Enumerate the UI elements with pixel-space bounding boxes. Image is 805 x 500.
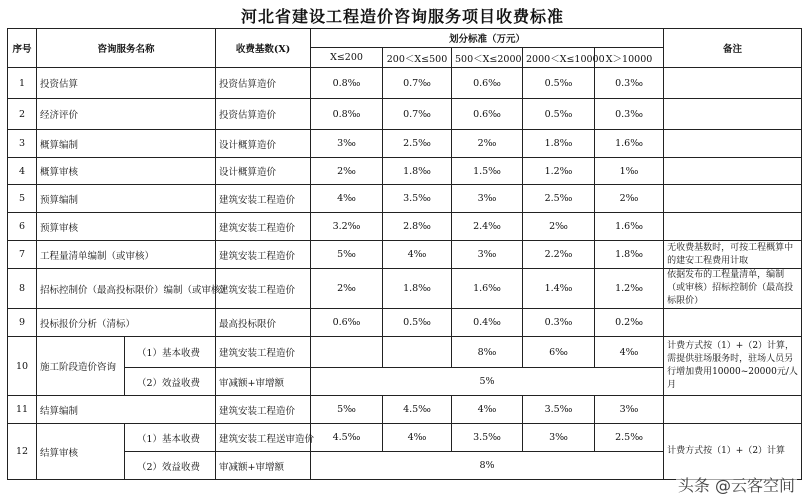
service-name: 工程量清单编制（或审核） [37,241,216,269]
service-name: 投标报价分析（清标） [37,309,216,337]
rate-cell: 3‰ [311,130,383,158]
header-tier: 500＜X≤2000 [452,48,523,68]
service-name: 经济评价 [37,99,216,130]
table-row [8,68,802,99]
rate-cell: 0.5‰ [383,309,452,337]
rate-cell: 3‰ [595,396,664,424]
note-cell: 依据发布的工程量清单，编制（或审核）招标控制价（最高投标限价） [664,269,802,309]
sub-service-name: （2）效益收费 [125,368,216,396]
rate-cell: 3.5‰ [452,424,523,452]
rate-cell: 1.2‰ [595,269,664,309]
rate-cell: 1.6‰ [452,269,523,309]
table-row [8,424,802,452]
rate-cell: 2‰ [523,213,595,241]
sub-service-name: （2）效益收费 [125,452,216,480]
rate-cell: 0.5‰ [523,68,595,99]
rate-cell: 1.8‰ [595,241,664,269]
fee-base: 最高投标限价 [216,309,311,337]
table-row [8,185,802,213]
rate-cell: 1.8‰ [383,158,452,185]
rate-cell: 0.2‰ [595,309,664,337]
service-name: 招标控制价（最高投标限价）编制（或审核） [37,269,216,309]
rate-cell: 0.6‰ [452,68,523,99]
table-row [8,241,802,269]
rate-cell: 1.8‰ [383,269,452,309]
rate-cell: 0.4‰ [452,309,523,337]
rate-cell: 4‰ [383,424,452,452]
rate-cell: 2‰ [595,185,664,213]
table-row [8,213,802,241]
note-cell: 计费方式按（1）+（2）计算，需提供驻场服务时，驻场人员另行增加费用10000~20000元/人月 [664,337,802,396]
note-cell [664,185,802,213]
header-row-group [8,29,802,48]
rate-cell: 4.5‰ [383,396,452,424]
rate-cell: 0.6‰ [452,99,523,130]
note-cell: 无收费基数时，可按工程概算中的建安工程费用计取 [664,241,802,269]
rate-cell: 1.2‰ [523,158,595,185]
rate-cell: 2‰ [452,130,523,158]
header-tier: 200＜X≤500 [383,48,452,68]
rate-cell: 8‰ [452,337,523,368]
fee-base: 审减额+审增额 [216,452,311,480]
rate-cell: 0.7‰ [383,68,452,99]
rate-cell [311,337,383,368]
row-number: 4 [8,158,37,185]
fee-standard-table [7,28,802,480]
fee-base: 建筑安装工程造价 [216,337,311,368]
fee-base: 审减额+审增额 [216,368,311,396]
rate-cell: 5‰ [311,241,383,269]
service-name: 投资估算 [37,68,216,99]
rate-cell: 0.5‰ [523,99,595,130]
note-cell [664,99,802,130]
watermark: 头条 @云客空间 [676,473,797,496]
header-note: 备注 [664,29,802,68]
row-number: 2 [8,99,37,130]
row-number: 9 [8,309,37,337]
header-tier: X≤200 [311,48,383,68]
rate-cell: 1.8‰ [523,130,595,158]
rate-cell: 2‰ [311,269,383,309]
rate-cell: 5‰ [311,396,383,424]
table-row [8,309,802,337]
fee-base: 建筑安装工程造价 [216,269,311,309]
rate-cell: 0.8‰ [311,99,383,130]
rate-cell: 1.5‰ [452,158,523,185]
sub-service-name: （1）基本收费 [125,424,216,452]
note-cell [664,158,802,185]
service-name: 结算编制 [37,396,216,424]
fee-base: 设计概算造价 [216,158,311,185]
rate-cell: 1.6‰ [595,130,664,158]
rate-cell: 0.8‰ [311,68,383,99]
rate-cell: 4‰ [383,241,452,269]
note-cell [664,130,802,158]
rate-cell: 1.4‰ [523,269,595,309]
header-tier: X＞10000 [595,48,664,68]
rate-cell [383,337,452,368]
service-name: 预算审核 [37,213,216,241]
rate-cell: 3.2‰ [311,213,383,241]
fee-base: 投资估算造价 [216,99,311,130]
rate-cell: 3.5‰ [523,396,595,424]
rate-cell: 3‰ [452,185,523,213]
header-service-name: 咨询服务名称 [37,29,216,68]
table-row [8,130,802,158]
row-number: 1 [8,68,37,99]
row-number: 10 [8,337,37,396]
page-title: 河北省建设工程造价咨询服务项目收费标准 [240,7,564,26]
note-cell [664,309,802,337]
rate-cell: 2.8‰ [383,213,452,241]
rate-cell: 0.6‰ [311,309,383,337]
fee-base: 设计概算造价 [216,130,311,158]
note-cell [664,213,802,241]
header-tier: 2000＜X≤10000 [523,48,595,68]
rate-cell: 2.2‰ [523,241,595,269]
rate-cell: 0.3‰ [595,68,664,99]
fee-base: 建筑安装工程造价 [216,241,311,269]
rate-cell: 3‰ [452,241,523,269]
header-seq: 序号 [8,29,37,68]
rate-cell: 2‰ [311,158,383,185]
rate-cell: 1‰ [595,158,664,185]
rate-cell: 4.5‰ [311,424,383,452]
table-row [8,337,802,368]
fee-base: 投资估算造价 [216,68,311,99]
header-division-standard: 划分标准（万元） [311,29,664,48]
rate-cell: 6‰ [523,337,595,368]
table-row [8,99,802,130]
note-cell [664,396,802,424]
row-number: 8 [8,269,37,309]
row-number: 6 [8,213,37,241]
rate-cell: 3‰ [523,424,595,452]
service-name: 概算审核 [37,158,216,185]
rate-cell: 0.3‰ [595,99,664,130]
table-row [8,158,802,185]
header-fee-base: 收费基数(X) [216,29,311,68]
sub-service-name: （1）基本收费 [125,337,216,368]
service-name: 结算审核 [37,424,125,480]
row-number: 7 [8,241,37,269]
rate-cell: 5% [311,368,664,396]
service-name: 概算编制 [37,130,216,158]
service-name: 预算编制 [37,185,216,213]
rate-cell: 3.5‰ [383,185,452,213]
rate-cell: 0.7‰ [383,99,452,130]
table-row [8,269,802,309]
rate-cell: 0.3‰ [523,309,595,337]
rate-cell: 2.4‰ [452,213,523,241]
rate-cell: 4‰ [311,185,383,213]
rate-cell: 2.5‰ [595,424,664,452]
fee-base: 建筑安装工程造价 [216,185,311,213]
rate-cell: 2.5‰ [383,130,452,158]
rate-cell: 1.6‰ [595,213,664,241]
row-number: 5 [8,185,37,213]
table-row [8,396,802,424]
fee-base: 建筑安装工程造价 [216,213,311,241]
row-number: 12 [8,424,37,480]
rate-cell: 8% [311,452,664,480]
service-name: 施工阶段造价咨询 [37,337,125,396]
note-cell [664,68,802,99]
row-number: 3 [8,130,37,158]
fee-base: 建筑安装工程造价 [216,396,311,424]
rate-cell: 4‰ [595,337,664,368]
row-number: 11 [8,396,37,424]
rate-cell: 4‰ [452,396,523,424]
note-cell: 计费方式按（1）+（2）计算 [664,424,802,480]
rate-cell: 2.5‰ [523,185,595,213]
fee-base: 建筑安装工程送审造价 [216,424,311,452]
